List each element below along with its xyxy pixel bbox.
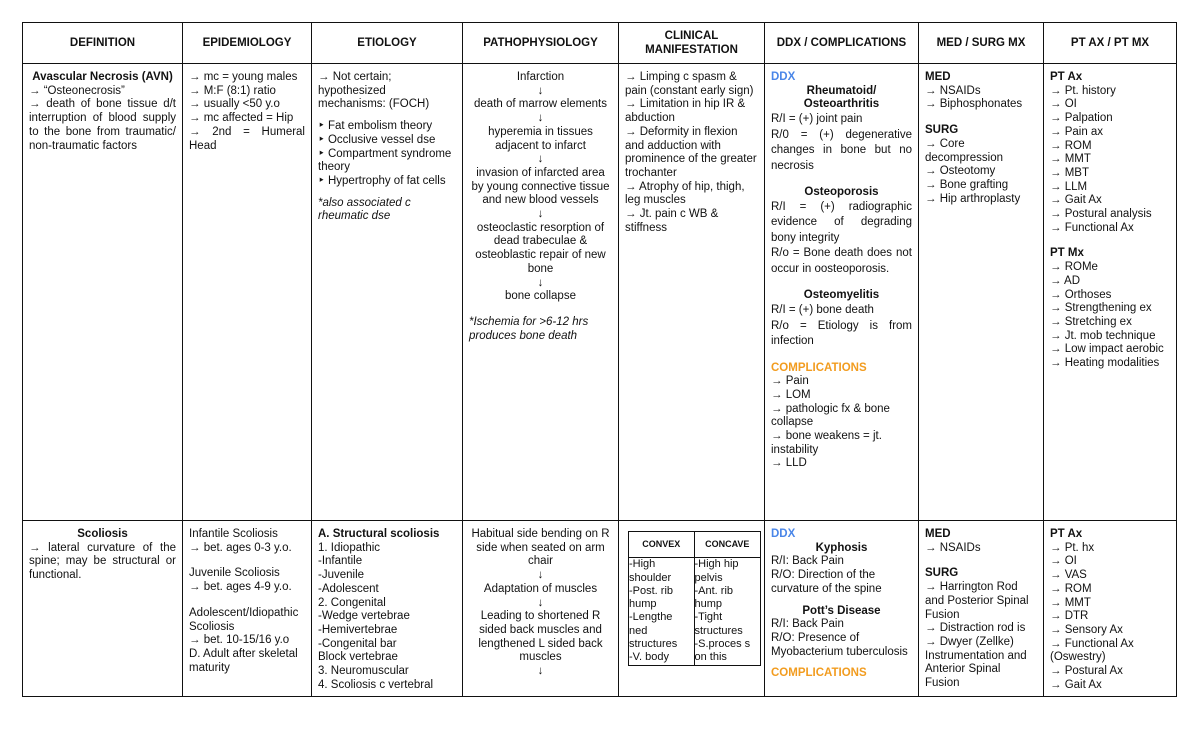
avn-clin-line: → Limitation in hip IR & abduction — [625, 98, 746, 125]
avn-def-line: → death of bone tissue d/t interruption of blood supply to the bone from traumatic/ non-traumatic factors — [29, 98, 176, 152]
scol-ddx-title: Pott’s Disease — [802, 604, 881, 617]
header-med-surg-mx: MED / SURG MX — [919, 23, 1044, 64]
avn-ptax-line: → ROM — [1050, 139, 1092, 152]
scol-ptax-line: → VAS — [1050, 569, 1087, 582]
convex-item: -High shoulder — [629, 558, 672, 584]
avn-ptmx-line: → Stretching ex — [1050, 315, 1132, 328]
header-ddx-complications: DDX / COMPLICATIONS — [765, 23, 919, 64]
convex-item: -V. body — [629, 651, 669, 664]
scol-etiology-cell — [312, 521, 463, 697]
scol-epi-line: Infantile Scoliosis — [189, 528, 278, 540]
avn-patho-step: hyperemia in tissues adjacent to infarct — [488, 125, 593, 152]
scol-ddx-cell — [765, 521, 919, 697]
avn-etio-item: ‣ Hypertrophy of fat cells — [318, 174, 446, 187]
avn-ptax-line: → Postural analysis — [1050, 208, 1152, 221]
avn-medsurg-cell — [919, 64, 1044, 521]
avn-ptmx-label: PT Mx — [1050, 247, 1084, 260]
scol-etio-item: -Adolescent — [318, 582, 379, 595]
scol-med-line: → NSAIDs — [925, 541, 981, 554]
avn-surg-line: → Bone grafting — [925, 178, 1009, 191]
scol-epi-line: → bet. ages 4-9 y.o. — [189, 581, 292, 594]
scol-etio-item: -Infantile — [318, 555, 363, 568]
avn-etio-item: ‣ Compartment syndrome theory — [318, 147, 452, 174]
avn-ptax-line: → OI — [1050, 98, 1077, 111]
avn-epi-line: → usually <50 y.o — [189, 98, 280, 111]
avn-ptax-line: → Functional Ax — [1050, 221, 1134, 234]
avn-ddx-line: R/I = (+) joint pain — [771, 113, 863, 126]
scol-ptax-line: → Pt. hx — [1050, 541, 1095, 554]
avn-ptax-line: → LLM — [1050, 180, 1088, 193]
avn-epi-line: → mc = young males — [189, 71, 298, 83]
avn-epi-line: → M:F (8:1) ratio — [189, 84, 276, 97]
avn-clin-line: → Limping c spasm & pain (constant early sign) — [625, 71, 754, 97]
avn-patho-step: Infarction — [516, 71, 565, 83]
scol-etio-item: -Juvenile — [318, 569, 365, 582]
avn-epi-line: → 2nd = Humeral Head — [189, 125, 305, 152]
scol-surg-label: SURG — [925, 567, 959, 580]
avn-ptax-line: → Palpation — [1050, 112, 1113, 125]
header-pathophysiology: PATHOPHYSIOLOGY — [463, 23, 619, 64]
convex-list — [629, 558, 695, 665]
avn-ptmx-line: → Low impact aerobic — [1050, 343, 1164, 356]
avn-ptax-line: → MMT — [1050, 153, 1091, 166]
avn-ptmx-line: → Heating modalities — [1050, 357, 1160, 370]
down-arrow-icon: ↓ — [537, 153, 544, 166]
avn-ddx-line: R/0 = (+) degenerative changes in bone but no necrosis — [771, 128, 912, 172]
avn-etio-intro: → Not certain; hypothesized mechanisms: (FOCH) — [318, 71, 430, 111]
scol-ptax-line: → OI — [1050, 555, 1077, 568]
avn-patho-cell — [463, 64, 619, 521]
avn-patho-step: death of marrow elements — [474, 98, 607, 111]
avn-patho-note: *Ischemia for >6-12 hrs produces bone death — [469, 315, 589, 342]
avn-med-label: MED — [925, 71, 951, 83]
avn-title: Avascular Necrosis (AVN) — [32, 71, 173, 83]
avn-ddx-line: R/I = (+) bone death — [771, 304, 874, 317]
avn-patho-step: invasion of infarcted area by young connective tissue and new blood vessels — [471, 166, 610, 207]
scol-epi-line: Juvenile Scoliosis — [189, 567, 280, 580]
concave-item: -High hip pelvis — [694, 558, 739, 584]
avn-ptmx-line: → ROMe — [1050, 261, 1098, 274]
scol-epi-line: Adolescent/Idiopathic Scoliosis — [189, 606, 299, 633]
avn-surg-line: → Core decompression — [925, 137, 1003, 164]
scol-ptax-label: PT Ax — [1050, 528, 1083, 540]
avn-surg-label: SURG — [925, 124, 959, 137]
scol-complications-label: COMPLICATIONS — [771, 667, 867, 680]
avn-epidemiology-cell — [183, 64, 312, 521]
avn-epi-line: → mc affected = Hip — [189, 112, 294, 125]
avn-ptax-line: → Gait Ax — [1050, 194, 1102, 207]
scol-ddx-label: DDX — [771, 528, 796, 540]
avn-clin-line: → Jt. pain c WB & stiffness — [625, 208, 719, 234]
scol-medsurg-cell — [919, 521, 1044, 697]
scol-ptax-line: → Functional Ax (Oswestry) — [1050, 637, 1134, 664]
convex-header: CONVEX — [629, 532, 695, 558]
scol-patho-step: Leading to shortened R sided back muscles and lengthened L sided back muscles — [478, 610, 603, 664]
scol-ptax-line: → Postural Ax — [1050, 665, 1123, 678]
scol-ptax-line: → Sensory Ax — [1050, 623, 1123, 636]
avn-ddx-title: Rheumatoid/ Osteoarthritis — [803, 84, 880, 111]
scol-etio-item: 1. Idiopathic — [318, 541, 381, 554]
avn-etio-item: ‣ Occlusive vessel dse — [318, 133, 436, 146]
avn-pt-cell — [1044, 64, 1177, 521]
avn-ptmx-line: → Jt. mob technique — [1050, 329, 1156, 342]
header-etiology: ETIOLOGY — [312, 23, 463, 64]
avn-complications-label: COMPLICATIONS — [771, 361, 867, 374]
avn-surg-line: → Hip arthroplasty — [925, 192, 1021, 205]
down-arrow-icon: ↓ — [537, 112, 544, 125]
avn-clinical-cell — [619, 64, 765, 521]
scol-epi-line: → bet. 10-15/16 y.o — [189, 634, 290, 647]
scol-patho-cell — [463, 521, 619, 697]
avn-comp-line: → LLD — [771, 457, 807, 470]
avn-etio-note: *also associated c rheumatic dse — [318, 196, 411, 223]
header-definition: DEFINITION — [23, 23, 183, 64]
avn-surg-line: → Osteotomy — [925, 165, 996, 178]
row-avn — [23, 64, 1177, 521]
notes-table-sheet — [22, 22, 1176, 691]
scol-ddx-line: R/O: Presence of Myobacterium tuberculosis — [771, 631, 908, 658]
concave-list — [694, 558, 761, 665]
scol-pt-cell — [1044, 521, 1177, 697]
scol-etio-item: -Hemivertebrae — [318, 623, 398, 636]
avn-ddx-title: Osteomyelitis — [803, 289, 880, 302]
avn-comp-line: → LOM — [771, 388, 811, 401]
avn-definition-cell — [23, 64, 183, 521]
convex-item: -Lengthe ned structures — [629, 611, 678, 651]
scol-ddx-line: R/I: Back Pain — [771, 555, 844, 568]
avn-etiology-cell — [312, 64, 463, 521]
scol-etio-item: -Wedge vertebrae — [318, 610, 410, 623]
avn-comp-line: → bone weakens = jt. instability — [771, 430, 882, 456]
down-arrow-icon: ↓ — [537, 276, 544, 289]
avn-ddx-line: R/I = (+) radiographic evidence of degrading bony integrity — [771, 200, 912, 244]
down-arrow-icon: ↓ — [537, 596, 544, 609]
scol-clinical-cell — [619, 521, 765, 697]
avn-med-line: → Biphosphonates — [925, 98, 1023, 111]
scol-def-text: → lateral curvature of the spine; may be structural or functional. — [29, 541, 176, 582]
scol-patho-step: Adaptation of muscles — [483, 582, 598, 595]
scol-etio-item: Block vertebrae — [318, 651, 398, 664]
avn-patho-step: osteoclastic resorption of dead trabeculae & osteoblastic repair of new bone — [475, 221, 606, 275]
avn-ddx-title: Osteoporosis — [804, 186, 879, 199]
header-row — [23, 23, 1177, 64]
avn-ddx-line: R/o = Etiology is from infection — [771, 319, 912, 348]
scol-ptax-line: → MMT — [1050, 596, 1091, 609]
header-clinical-manifestation: CLINICAL MANIFESTATION — [619, 23, 765, 64]
down-arrow-icon: ↓ — [537, 569, 544, 582]
scol-ddx-line: R/O: Direction of the curvature of the spine — [771, 569, 882, 595]
scol-surg-line: → Harrington Rod and Posterior Spinal Fusion — [925, 581, 1029, 621]
avn-ptax-line: → Pt. history — [1050, 84, 1116, 97]
scol-epi-line: → bet. ages 0-3 y.o. — [189, 541, 292, 554]
scol-etio-item: -Congenital bar — [318, 637, 397, 650]
header-epidemiology: EPIDEMIOLOGY — [183, 23, 312, 64]
scol-ptax-line: → Gait Ax — [1050, 678, 1102, 691]
avn-etio-item: ‣ Fat embolism theory — [318, 120, 433, 133]
down-arrow-icon: ↓ — [537, 84, 544, 97]
avn-clin-line: → Atrophy of hip, thigh, leg muscles — [625, 180, 745, 207]
avn-clin-line: → Deformity in flexion and adduction with prominence of the greater trochanter — [625, 125, 757, 179]
concave-item: -S.proces s on this — [694, 638, 751, 664]
scol-epi-line: D. Adult after skeletal maturity — [189, 647, 298, 674]
avn-med-line: → NSAIDs — [925, 84, 981, 97]
concave-item: -Ant. rib hump — [694, 584, 734, 611]
concave-header: CONCAVE — [694, 532, 761, 558]
scol-title: Scoliosis — [77, 528, 128, 540]
down-arrow-icon: ↓ — [537, 208, 544, 221]
scol-patho-step: Habitual side bending on R side when seated on arm chair — [471, 528, 610, 568]
scol-surg-line: → Dwyer (Zellke) Instrumentation and Anterior Spinal Fusion — [925, 635, 1027, 690]
avn-def-line: → “Osteonecrosis” — [29, 84, 125, 97]
scol-etio-title: A. Structural scoliosis — [318, 528, 440, 540]
avn-ptmx-line: → AD — [1050, 274, 1081, 287]
scol-med-label: MED — [925, 528, 951, 540]
header-pt-ax-pt-mx: PT AX / PT MX — [1044, 23, 1177, 64]
avn-patho-step: bone collapse — [505, 290, 576, 303]
avn-ptmx-line: → Orthoses — [1050, 288, 1112, 301]
scol-ptax-line: → ROM — [1050, 582, 1092, 595]
row-scoliosis — [23, 521, 1177, 697]
concave-item: -Tight structures — [694, 611, 743, 637]
avn-ptax-line: → Pain ax — [1050, 125, 1104, 138]
avn-comp-line: → pathologic fx & bone collapse — [771, 402, 890, 429]
convex-concave-table — [628, 531, 761, 666]
convex-item: -Post. rib hump — [629, 584, 674, 611]
avn-ptax-label: PT Ax — [1050, 71, 1083, 83]
avn-ptmx-line: → Strengthening ex — [1050, 302, 1152, 315]
scol-ptax-line: → DTR — [1050, 610, 1089, 623]
avn-ddx-cell — [765, 64, 919, 521]
down-arrow-icon: ↓ — [537, 665, 544, 678]
avn-ddx-label: DDX — [771, 71, 796, 83]
notes-table — [22, 22, 1177, 697]
scol-epidemiology-cell — [183, 521, 312, 697]
scol-etio-item: 2. Congenital — [318, 596, 386, 609]
scol-ddx-title: Kyphosis — [815, 541, 868, 554]
scol-surg-line: → Distraction rod is — [925, 622, 1026, 635]
scol-ddx-line: R/I: Back Pain — [771, 618, 844, 631]
scol-etio-item: 4. Scoliosis c vertebral — [318, 678, 434, 691]
scol-definition-cell — [23, 521, 183, 697]
avn-ptax-line: → MBT — [1050, 166, 1089, 179]
avn-comp-line: → Pain — [771, 375, 809, 388]
avn-ddx-line: R/o = Bone death does not occur in oosteoporosis. — [771, 247, 912, 275]
scol-etio-item: 3. Neuromuscular — [318, 665, 409, 678]
